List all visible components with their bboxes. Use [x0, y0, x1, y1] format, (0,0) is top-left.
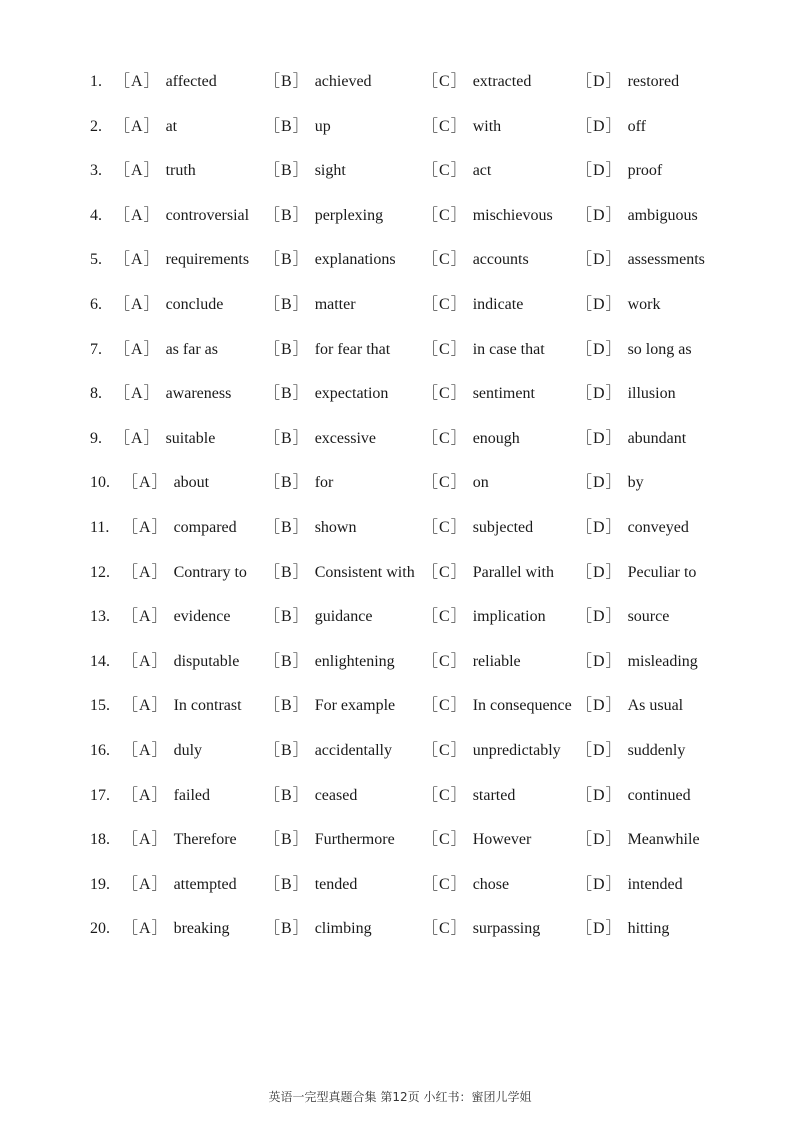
option-letter: ［B］	[264, 429, 310, 447]
option-d	[576, 328, 692, 373]
question-number: 11.	[90, 518, 110, 536]
option-text: subjected	[472, 518, 534, 536]
question-row	[0, 907, 800, 952]
option-letter: ［D］	[576, 474, 623, 492]
option-text: in case that	[472, 340, 545, 358]
option-b	[264, 238, 396, 283]
option-d	[576, 907, 669, 952]
option-text: expectation	[314, 385, 389, 403]
option-d	[576, 238, 705, 283]
question-number: 12.	[90, 563, 110, 581]
option-text: ceased	[314, 786, 358, 804]
option-text: proof	[627, 162, 663, 180]
option-text: However	[472, 831, 532, 849]
option-text: misleading	[627, 652, 698, 670]
option-b	[264, 417, 376, 462]
option-a	[114, 105, 177, 150]
question-row	[0, 105, 800, 150]
option-d	[576, 595, 669, 640]
option-letter: ［A］	[114, 73, 161, 90]
option-text: Meanwhile	[627, 831, 700, 849]
option-letter: ［D］	[576, 875, 623, 893]
option-letter: ［C］	[422, 295, 468, 313]
option-letter: ［A］	[114, 251, 161, 269]
option-c	[422, 640, 521, 685]
option-letter: ［A］	[122, 563, 169, 581]
option-letter: ［C］	[422, 741, 468, 759]
option-text: compared	[173, 518, 237, 536]
option-b	[264, 105, 331, 150]
question-row	[0, 595, 800, 640]
option-letter: ［B］	[264, 831, 310, 849]
option-d	[576, 105, 646, 150]
option-c	[422, 774, 515, 819]
option-letter: ［A］	[122, 875, 169, 893]
option-c	[422, 684, 572, 729]
option-text: Parallel with	[472, 563, 554, 581]
option-letter: ［B］	[264, 295, 310, 313]
question-row	[0, 328, 800, 373]
option-text: accounts	[472, 251, 529, 269]
option-b	[264, 506, 356, 551]
option-c	[422, 238, 529, 283]
question-row	[0, 818, 800, 863]
option-b	[264, 818, 395, 863]
question-number: 14.	[90, 652, 110, 670]
option-text: requirements	[165, 251, 250, 269]
option-a	[122, 640, 239, 685]
option-text: achieved	[314, 73, 372, 90]
option-c	[422, 105, 501, 150]
question-number: 13.	[90, 608, 110, 626]
option-text: disputable	[173, 652, 240, 670]
option-c	[422, 194, 553, 239]
option-letter: ［C］	[422, 920, 468, 938]
option-b	[264, 729, 392, 774]
option-letter: ［D］	[576, 251, 623, 269]
option-text: attempted	[173, 875, 237, 893]
option-b	[264, 194, 383, 239]
option-d	[576, 729, 685, 774]
option-b	[264, 461, 333, 506]
option-letter: ［D］	[576, 786, 623, 804]
option-letter: ［D］	[576, 518, 623, 536]
option-letter: ［A］	[122, 831, 169, 849]
option-d	[576, 640, 698, 685]
option-text: source	[627, 608, 670, 626]
option-text: Contrary to	[173, 563, 247, 581]
option-a	[122, 595, 230, 640]
option-c	[422, 60, 531, 105]
option-letter: ［C］	[422, 117, 468, 135]
option-letter: ［A］	[114, 340, 161, 358]
option-text: sight	[314, 162, 346, 180]
option-text: guidance	[314, 608, 373, 626]
question-row	[0, 684, 800, 729]
option-letter: ［A］	[122, 518, 169, 536]
option-text: For example	[314, 697, 396, 715]
question-number: 4.	[90, 206, 102, 224]
option-text: illusion	[627, 385, 676, 403]
question-number: 20.	[90, 920, 110, 938]
option-d	[576, 461, 644, 506]
option-letter: ［C］	[422, 385, 468, 403]
option-b	[264, 907, 372, 952]
option-text: restored	[627, 73, 680, 90]
option-text: started	[472, 786, 516, 804]
option-letter: ［C］	[422, 340, 468, 358]
option-b	[264, 863, 357, 908]
option-letter: ［A］	[114, 295, 161, 313]
option-d	[576, 684, 683, 729]
option-b	[264, 149, 346, 194]
option-text: abundant	[627, 429, 687, 447]
option-letter: ［D］	[576, 73, 623, 90]
option-letter: ［C］	[422, 608, 468, 626]
option-text: duly	[173, 741, 203, 759]
option-letter: ［A］	[122, 786, 169, 804]
question-number: 15.	[90, 697, 110, 715]
option-text: enough	[472, 429, 520, 447]
option-text: about	[173, 474, 210, 492]
question-row	[0, 506, 800, 551]
option-c	[422, 372, 535, 417]
option-letter: ［A］	[114, 206, 161, 224]
option-letter: ［D］	[576, 831, 623, 849]
question-number: 6.	[90, 295, 102, 313]
option-text: reliable	[472, 652, 521, 670]
option-letter: ［B］	[264, 652, 310, 670]
question-row	[0, 863, 800, 908]
question-row	[0, 283, 800, 328]
option-c	[422, 595, 546, 640]
option-b	[264, 774, 357, 819]
option-text: enlightening	[314, 652, 395, 670]
question-row	[0, 417, 800, 462]
option-letter: ［C］	[422, 697, 468, 715]
option-c	[422, 149, 491, 194]
option-letter: ［B］	[264, 920, 310, 938]
option-text: intended	[627, 875, 683, 893]
option-text: Furthermore	[314, 831, 395, 849]
option-a	[122, 684, 242, 729]
option-a	[122, 729, 202, 774]
option-a	[114, 283, 223, 328]
question-row	[0, 238, 800, 283]
option-letter: ［A］	[122, 474, 169, 492]
option-letter: ［A］	[122, 652, 169, 670]
option-text: chose	[472, 875, 510, 893]
question-row	[0, 60, 800, 105]
option-letter: ［B］	[264, 608, 310, 626]
option-text: sentiment	[472, 385, 535, 403]
option-text: controversial	[165, 206, 250, 224]
option-a	[122, 818, 237, 863]
option-letter: ［C］	[422, 162, 468, 180]
option-text: breaking	[173, 920, 230, 938]
option-a	[122, 551, 247, 596]
option-text: explanations	[314, 251, 396, 269]
option-a	[114, 60, 217, 105]
option-c	[422, 551, 554, 596]
option-c	[422, 506, 533, 551]
option-text: suitable	[165, 429, 216, 447]
option-letter: ［D］	[576, 563, 623, 581]
option-d	[576, 60, 679, 105]
option-c	[422, 907, 540, 952]
option-text: unpredictably	[472, 741, 561, 759]
option-letter: ［B］	[264, 786, 310, 804]
option-text: accidentally	[314, 741, 392, 759]
option-text: for	[314, 474, 334, 492]
option-letter: ［A］	[122, 697, 169, 715]
option-letter: ［C］	[422, 206, 468, 224]
question-row	[0, 774, 800, 819]
option-letter: ［D］	[576, 117, 623, 135]
option-b	[264, 60, 372, 105]
option-text: evidence	[173, 608, 231, 626]
option-letter: ［D］	[576, 741, 623, 759]
option-text: mischievous	[472, 206, 553, 224]
question-row	[0, 149, 800, 194]
option-letter: ［C］	[422, 786, 468, 804]
question-row	[0, 640, 800, 685]
option-text: Peculiar to	[627, 563, 697, 581]
question-number: 9.	[90, 429, 102, 447]
option-text: In consequence	[472, 697, 572, 715]
option-d	[576, 417, 686, 462]
option-letter: ［D］	[576, 920, 623, 938]
option-letter: ［C］	[422, 518, 468, 536]
option-letter: ［C］	[422, 563, 468, 581]
option-text: continued	[627, 786, 691, 804]
option-b	[264, 640, 395, 685]
option-b	[264, 283, 356, 328]
option-text: at	[165, 117, 178, 135]
option-letter: ［B］	[264, 563, 310, 581]
option-text: conveyed	[627, 518, 689, 536]
option-text: act	[472, 162, 492, 180]
option-letter: ［C］	[422, 251, 468, 269]
option-d	[576, 818, 700, 863]
option-text: indicate	[472, 295, 524, 313]
option-b	[264, 328, 390, 373]
option-letter: ［B］	[264, 117, 310, 135]
question-number: 7.	[90, 340, 102, 358]
option-text: climbing	[314, 920, 372, 938]
option-c	[422, 818, 531, 863]
page-footer: 英语一完型真题合集 第12页 小红书：蜜团儿学姐	[268, 1090, 532, 1104]
option-letter: ［D］	[576, 652, 623, 670]
option-text: perplexing	[314, 206, 384, 224]
option-text: so long as	[627, 340, 692, 358]
question-number: 1.	[90, 73, 102, 90]
option-d	[576, 774, 691, 819]
option-b	[264, 551, 415, 596]
option-text: awareness	[165, 385, 232, 403]
option-letter: ［C］	[422, 831, 468, 849]
option-c	[422, 461, 489, 506]
option-letter: ［B］	[264, 875, 310, 893]
option-d	[576, 194, 698, 239]
option-text: conclude	[165, 295, 224, 313]
option-letter: ［B］	[264, 474, 310, 492]
option-letter: ［A］	[122, 741, 169, 759]
option-c	[422, 328, 545, 373]
option-a	[114, 417, 215, 462]
option-letter: ［B］	[264, 697, 310, 715]
question-row	[0, 461, 800, 506]
option-a	[114, 328, 218, 373]
question-row	[0, 729, 800, 774]
option-letter: ［B］	[264, 518, 310, 536]
option-letter: ［B］	[264, 162, 310, 180]
option-letter: ［A］	[114, 117, 161, 135]
option-c	[422, 863, 509, 908]
option-text: failed	[173, 786, 210, 804]
option-text: up	[314, 117, 331, 135]
option-letter: ［C］	[422, 875, 468, 893]
question-number: 5.	[90, 251, 102, 269]
question-number: 19.	[90, 875, 110, 893]
option-text: implication	[472, 608, 546, 626]
option-text: extracted	[472, 73, 532, 90]
option-text: hitting	[627, 920, 670, 938]
option-letter: ［A］	[114, 385, 161, 403]
option-letter: ［A］	[114, 162, 161, 180]
option-text: tended	[314, 875, 358, 893]
option-letter: ［D］	[576, 697, 623, 715]
question-list	[0, 60, 800, 952]
option-text: surpassing	[472, 920, 541, 938]
option-c	[422, 729, 561, 774]
option-a	[114, 194, 249, 239]
option-letter: ［B］	[264, 251, 310, 269]
option-d	[576, 863, 683, 908]
option-letter: ［B］	[264, 385, 310, 403]
option-text: In contrast	[173, 697, 242, 715]
option-letter: ［A］	[122, 608, 169, 626]
option-c	[422, 283, 523, 328]
option-letter: ［A］	[114, 429, 161, 447]
option-text: ambiguous	[627, 206, 698, 224]
option-text: matter	[314, 295, 356, 313]
option-text: by	[627, 474, 644, 492]
option-text: truth	[165, 162, 196, 180]
option-text: affected	[165, 73, 217, 90]
option-text: As usual	[627, 697, 684, 715]
question-row	[0, 372, 800, 417]
question-row	[0, 551, 800, 596]
option-letter: ［C］	[422, 474, 468, 492]
question-number: 16.	[90, 741, 110, 759]
option-letter: ［B］	[264, 741, 310, 759]
option-a	[114, 238, 249, 283]
option-a	[122, 461, 209, 506]
option-b	[264, 595, 372, 640]
question-number: 10.	[90, 474, 110, 492]
option-letter: ［D］	[576, 385, 623, 403]
option-a	[114, 149, 196, 194]
question-row	[0, 194, 800, 239]
option-letter: ［A］	[122, 920, 169, 938]
option-text: for fear that	[314, 340, 391, 358]
option-letter: ［B］	[264, 340, 310, 358]
option-a	[122, 506, 237, 551]
option-letter: ［C］	[422, 73, 468, 90]
option-letter: ［C］	[422, 652, 468, 670]
option-d	[576, 551, 696, 596]
option-c	[422, 417, 520, 462]
option-letter: ［D］	[576, 162, 623, 180]
option-letter: ［D］	[576, 608, 623, 626]
option-text: assessments	[627, 251, 705, 269]
question-number: 18.	[90, 831, 110, 849]
option-d	[576, 372, 676, 417]
option-text: as far as	[165, 340, 218, 358]
option-text: on	[472, 474, 489, 492]
option-d	[576, 506, 689, 551]
option-letter: ［D］	[576, 206, 623, 224]
option-text: work	[627, 295, 661, 313]
question-number: 2.	[90, 117, 102, 135]
option-text: Consistent with	[314, 563, 415, 581]
option-letter: ［D］	[576, 340, 623, 358]
option-text: excessive	[314, 429, 376, 447]
option-d	[576, 283, 660, 328]
option-a	[114, 372, 231, 417]
option-b	[264, 684, 395, 729]
question-number: 8.	[90, 385, 102, 403]
option-d	[576, 149, 662, 194]
question-number: 3.	[90, 162, 102, 180]
option-text: Therefore	[173, 831, 237, 849]
option-b	[264, 372, 388, 417]
option-letter: ［B］	[264, 206, 310, 224]
option-a	[122, 774, 210, 819]
option-text: shown	[314, 518, 357, 536]
option-text: with	[472, 117, 502, 135]
option-letter: ［B］	[264, 73, 310, 90]
option-letter: ［D］	[576, 429, 623, 447]
question-number: 17.	[90, 786, 110, 804]
option-letter: ［C］	[422, 429, 468, 447]
option-a	[122, 863, 237, 908]
option-a	[122, 907, 230, 952]
option-letter: ［D］	[576, 295, 623, 313]
option-text: suddenly	[627, 741, 686, 759]
option-text: off	[627, 117, 646, 135]
